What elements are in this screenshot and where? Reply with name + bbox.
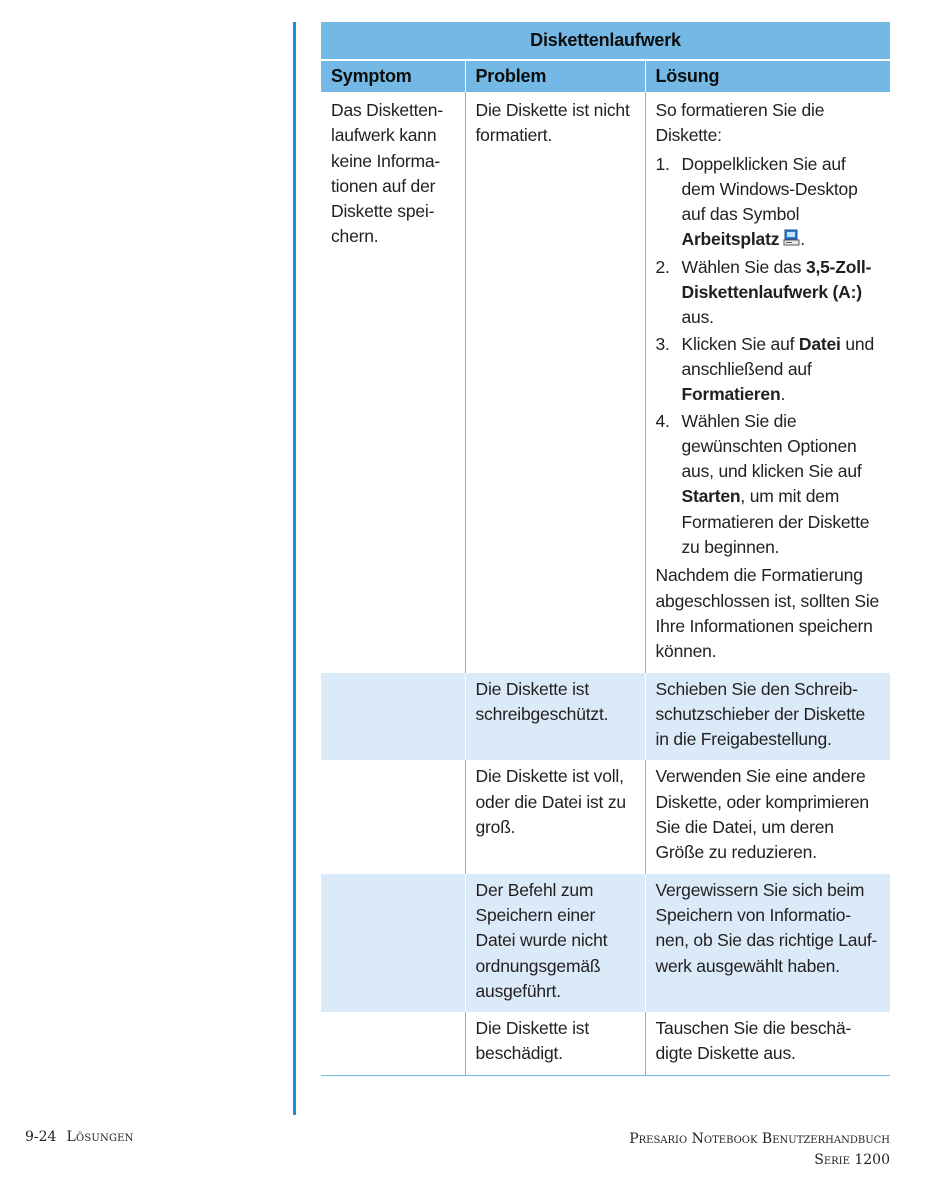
ui-term: Arbeitsplatz	[681, 229, 780, 250]
step-item	[656, 409, 881, 561]
step-text: Wählen Sie das 3,5-Zoll-Diskettenlaufwerk (A:) aus.	[681, 256, 872, 328]
table-row	[321, 760, 890, 873]
ui-term: Starten	[681, 486, 741, 507]
series-name: Serie 1200	[814, 1152, 890, 1168]
page-number: 9-24	[25, 1129, 57, 1145]
table-row	[321, 874, 890, 1012]
page-footer-right	[629, 1129, 890, 1171]
problem-cell: Die Diskette ist nicht formatiert.	[465, 92, 645, 673]
step-item	[656, 332, 881, 408]
solution-outro: Nachdem die Formatierung abgeschlossen ist, sollten Sie Ihre Informationen speichern können.	[655, 565, 880, 662]
problem-cell: Die Diskette ist beschädigt.	[465, 1012, 645, 1075]
header-solution: Lösung	[645, 60, 890, 92]
my-computer-icon	[783, 228, 800, 253]
section-name: Lösungen	[66, 1129, 134, 1145]
symptom-text: Das Disketten- laufwerk kann keine Informa- tionen auf der Diskette spei- chern.	[331, 100, 443, 247]
step-item	[656, 152, 881, 254]
header-symptom: Symptom	[321, 60, 465, 92]
page-footer-left	[25, 1129, 134, 1145]
table-row	[321, 1012, 890, 1075]
solution-cell: Vergewissern Sie sich beim Speichern von Informatio- nen, ob Sie das richtige Lauf- werk ausgewählt haben.	[645, 874, 890, 1012]
step-item	[656, 255, 881, 331]
solution-cell: Verwenden Sie eine andere Diskette, oder komprimieren Sie die Datei, um deren Größe zu reduzieren.	[645, 760, 890, 873]
header-problem: Problem	[465, 60, 645, 92]
solution-cell: Tauschen Sie die beschä- digte Diskette aus.	[645, 1012, 890, 1075]
solution-cell	[645, 92, 890, 673]
step-text: Klicken Sie auf Datei und anschließend auf Formatieren.	[681, 333, 874, 405]
symptom-cell	[321, 760, 465, 873]
step-text: Wählen Sie die gewünschten Optionen aus, und klicken Sie auf Starten, um mit dem Formatieren der Diskette zu beginnen.	[681, 410, 870, 558]
problem-cell: Die Diskette ist voll, oder die Datei ist zu groß.	[465, 760, 645, 873]
ui-term: 3,5-Zoll-Diskettenlaufwerk (A:)	[681, 256, 872, 303]
solution-steps	[656, 152, 881, 561]
solution-intro: So formatieren Sie die Diskette:	[655, 100, 825, 146]
step-text: Doppelklicken Sie auf dem Windows-Desktop auf das Symbol Arbeitsplatz .	[682, 152, 881, 254]
ui-term: Formatieren	[681, 384, 781, 405]
table-row	[321, 673, 890, 761]
manual-title: Presario Notebook Benutzerhandbuch	[629, 1131, 890, 1147]
ui-term: Datei	[798, 333, 841, 354]
margin-rule	[293, 22, 296, 1115]
problem-cell: Der Befehl zum Speichern einer Datei wurde nicht ordnungsgemäß ausgeführt.	[465, 874, 645, 1012]
column-headers	[321, 60, 890, 92]
symptom-cell	[321, 874, 465, 1012]
step-number: 3.	[655, 333, 670, 354]
symptom-cell	[321, 673, 465, 761]
solution-cell: Schieben Sie den Schreib- schutzschieber der Diskette in die Freigabestellung.	[645, 673, 890, 761]
symptom-cell	[321, 1012, 465, 1075]
step-number: 1.	[655, 153, 670, 174]
step-number: 2.	[655, 256, 670, 277]
step-number: 4.	[655, 410, 670, 431]
troubleshooting-table	[321, 22, 890, 1076]
table-title: Diskettenlaufwerk	[321, 22, 890, 60]
problem-cell: Die Diskette ist schreibgeschützt.	[465, 673, 645, 761]
table-row	[321, 92, 890, 673]
symptom-cell	[321, 92, 465, 673]
